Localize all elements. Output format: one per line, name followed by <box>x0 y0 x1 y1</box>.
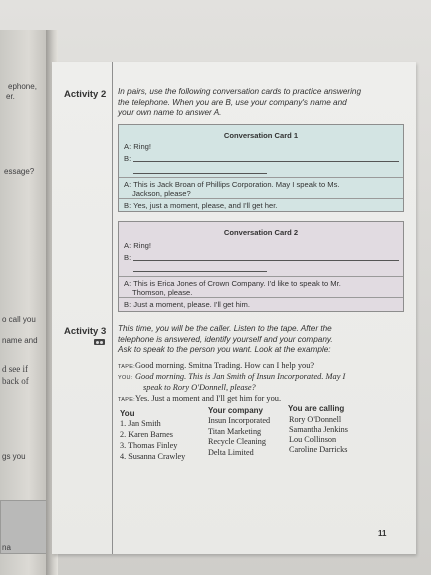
activity-3-label: Activity 3 <box>64 326 107 337</box>
left-page-text: er. <box>6 92 15 101</box>
card-line: Thomson, please. <box>132 288 193 297</box>
caller-name: 2. Karen Barnes <box>120 430 173 439</box>
dialogue-speaker: YOU: <box>118 375 133 381</box>
conversation-card-2 <box>118 221 404 312</box>
card-divider <box>119 297 403 298</box>
callee-name: Caroline Darricks <box>289 445 348 454</box>
conversation-card-1 <box>118 124 404 212</box>
card-line: B: <box>124 154 132 163</box>
card-line: B: Yes, just a moment, please, and I'll get her. <box>124 201 278 210</box>
dialogue-speaker: TAPE: <box>118 397 135 403</box>
activity-2-instructions <box>118 87 361 119</box>
card-line: Jackson, please? <box>132 189 191 198</box>
answer-blank <box>133 260 399 261</box>
card-divider <box>119 276 403 277</box>
answer-blank <box>133 161 399 162</box>
dialogue-line: Good morning. This is Jan Smith of Insun Incorporated. May I <box>135 372 346 381</box>
instruction-line: your own name to answer A. <box>118 108 222 117</box>
answer-blank <box>133 271 267 272</box>
left-page-text: na <box>2 543 11 552</box>
answer-blank <box>133 173 267 174</box>
dialogue-line: speak to Rory O'Donnell, please? <box>143 383 256 392</box>
column-header-calling: You are calling <box>288 404 345 413</box>
tape-icon <box>94 339 105 345</box>
left-page-text: essage? <box>4 167 35 176</box>
instruction-line: telephone is answered, identify yourself and your company. <box>118 334 333 344</box>
left-page-text: name and <box>2 336 38 345</box>
margin-rule <box>112 62 113 554</box>
caller-name: 4. Susanna Crawley <box>120 452 186 461</box>
column-header-company: Your company <box>208 406 263 415</box>
card-line: A: Ring! <box>124 241 152 250</box>
dialogue-speaker: TAPE: <box>118 364 135 370</box>
column-header-you: You <box>120 409 135 418</box>
callee-name: Rory O'Donnell <box>289 415 342 424</box>
instruction-line: In pairs, use the following conversation cards to practice answering <box>118 87 362 96</box>
activity-3-instructions <box>118 324 333 356</box>
card-line: A: This is Erica Jones of Crown Company. I'd like to speak to Mr. <box>124 279 341 288</box>
company-name: Titan Marketing <box>208 427 262 436</box>
card-line: A: Ring! <box>124 142 152 151</box>
dialogue-line: Yes. Just a moment and I'll get him for you. <box>135 394 282 403</box>
instruction-line: the telephone. When you are B, use your company's name and <box>118 97 347 107</box>
card-divider <box>119 198 403 199</box>
workbook-page <box>52 62 416 554</box>
page-number: 11 <box>378 529 387 538</box>
caller-name: 3. Thomas Finley <box>120 441 178 450</box>
company-name: Insun Incorporated <box>208 416 271 425</box>
caller-name: 1. Jan Smith <box>120 419 161 428</box>
activity-2-label: Activity 2 <box>64 89 107 100</box>
left-page-text: back of <box>2 376 29 386</box>
instruction-line: This time, you will be the caller. Listen to the tape. After the <box>118 324 332 333</box>
card-line: B: Just a moment, please. I'll get him. <box>124 300 250 309</box>
callee-name: Lou Collinson <box>289 435 337 444</box>
left-page-text: o call you <box>2 315 36 324</box>
left-page-edge <box>0 30 52 575</box>
left-page-text: d see if <box>2 364 28 374</box>
company-name: Delta Limited <box>208 448 254 457</box>
card-title: Conversation Card 2 <box>223 228 299 237</box>
card-divider <box>119 177 403 178</box>
left-page-text: ephone, <box>8 82 37 91</box>
callee-name: Samantha Jenkins <box>289 425 348 434</box>
card-line: A: This is Jack Broan of Phillips Corporation. May I speak to Ms. <box>124 180 340 189</box>
company-name: Recycle Cleaning <box>208 437 266 446</box>
dialogue-line: Good morning. Smitna Trading. How can I help you? <box>135 361 315 370</box>
card-line: B: <box>124 253 132 262</box>
card-title: Conversation Card 1 <box>223 131 299 140</box>
left-page-text: gs you <box>2 452 26 461</box>
instruction-line: Ask to speak to the person you want. Look at the example: <box>118 345 331 354</box>
